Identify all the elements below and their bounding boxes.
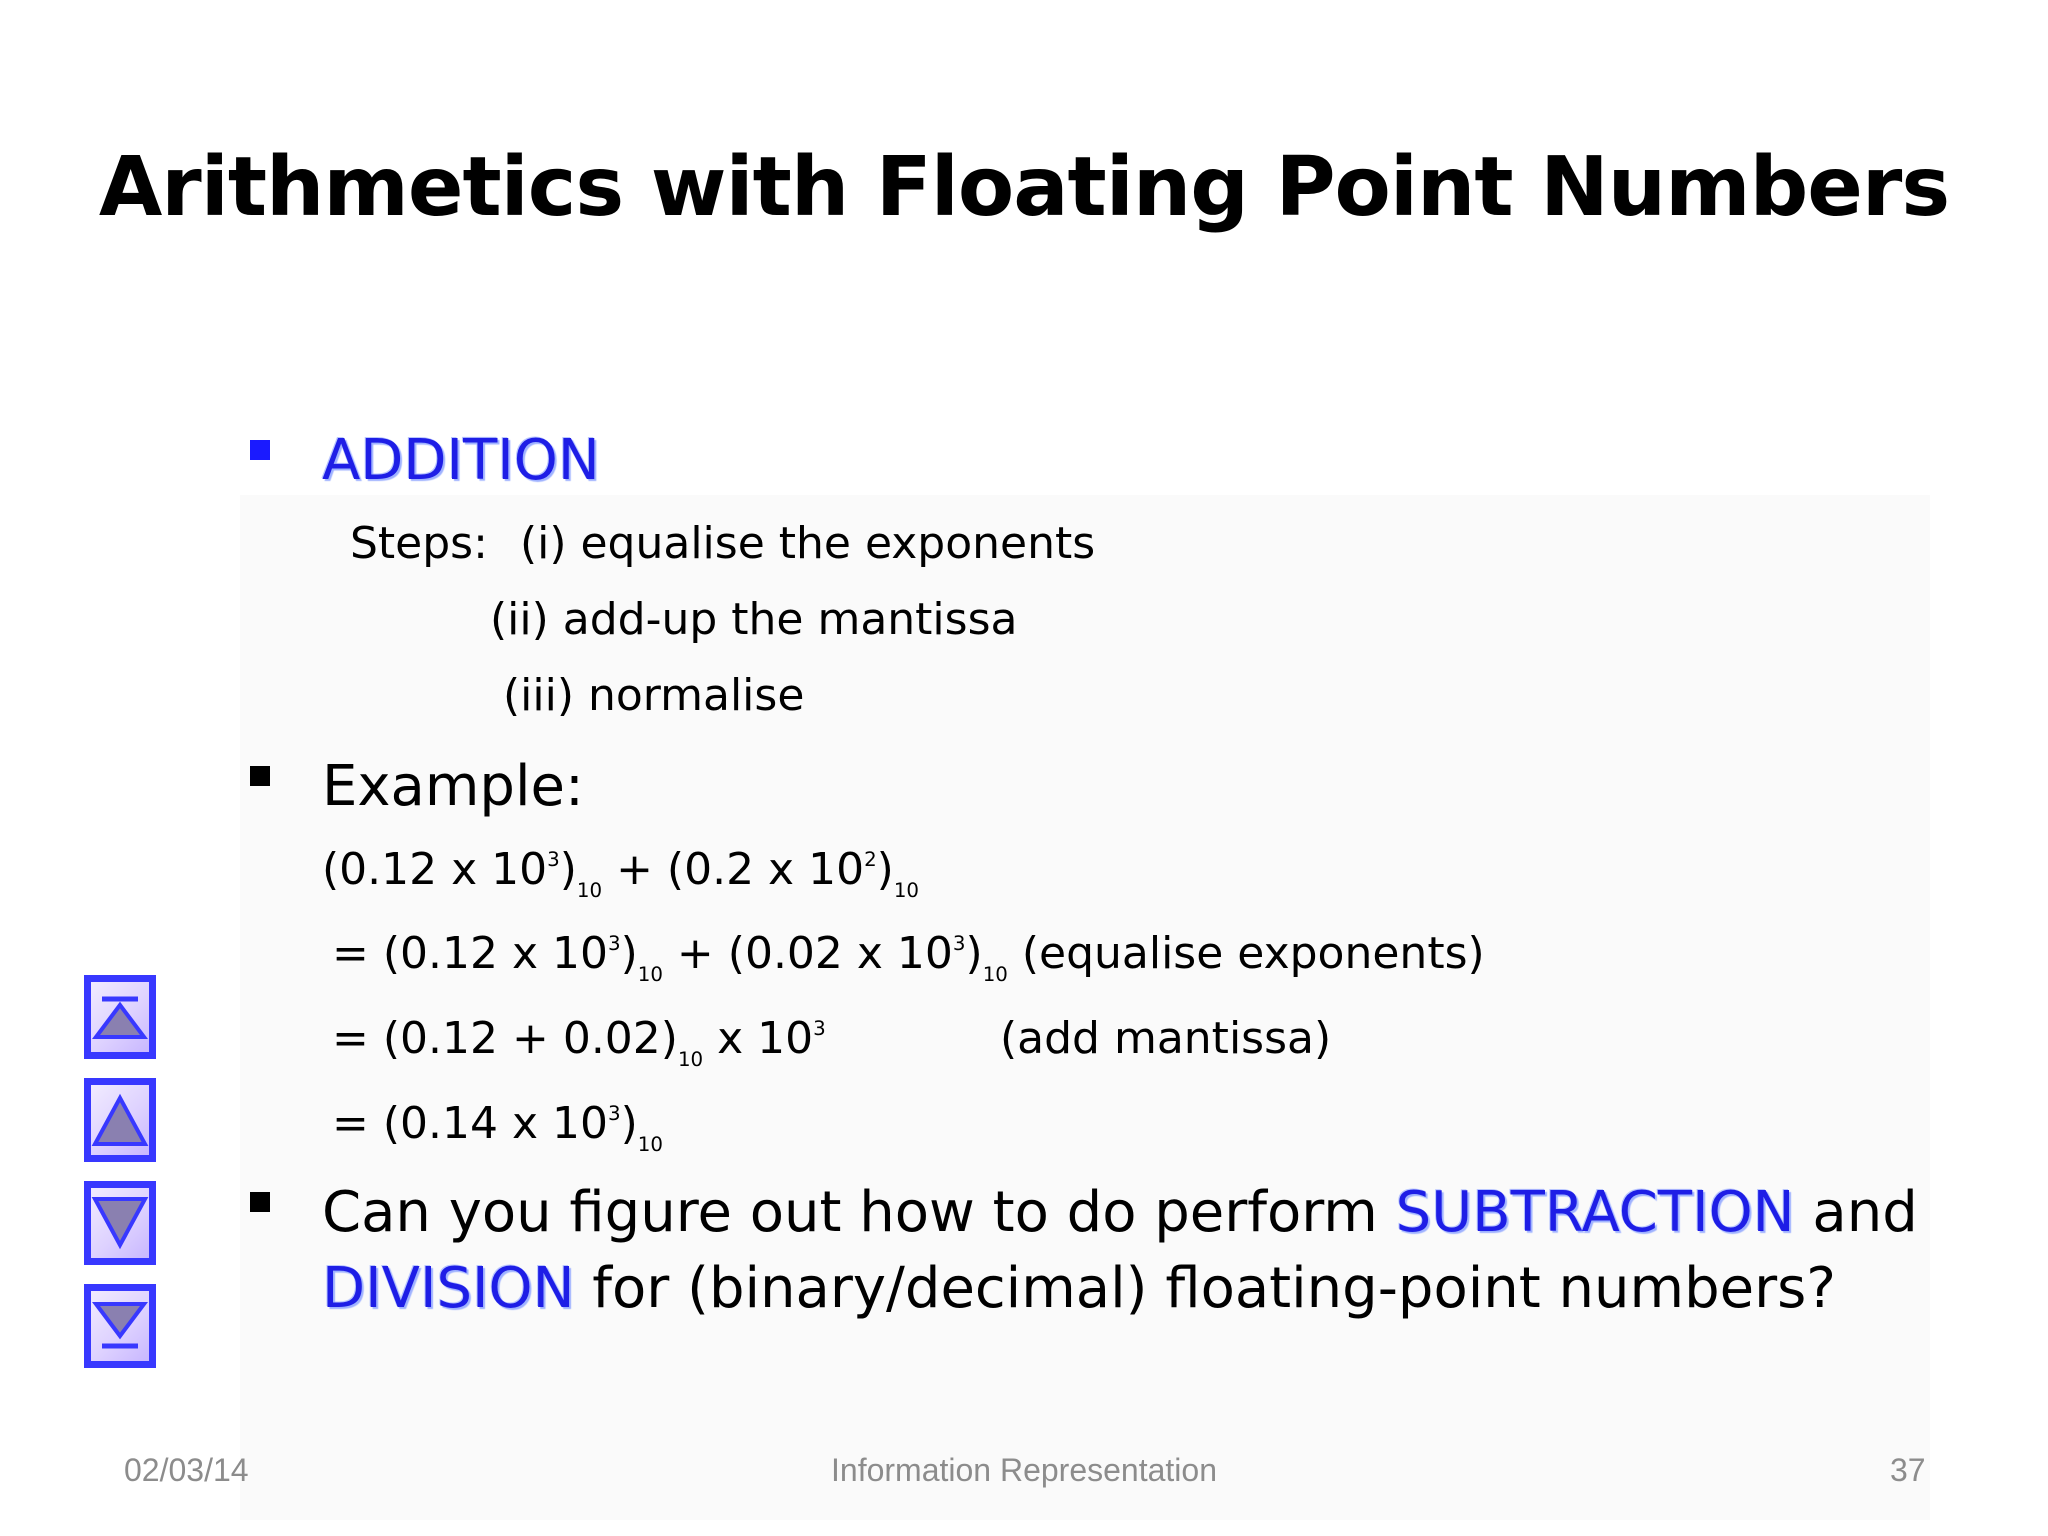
line1-a-close: ) — [559, 844, 577, 895]
next-slide-button[interactable] — [84, 1181, 156, 1265]
line3-sup: 3 — [813, 1016, 826, 1040]
line2-a-sub: 10 — [637, 962, 663, 986]
bullet-icon — [250, 440, 270, 460]
addition-heading: ADDITION — [322, 428, 600, 493]
line4-sup: 3 — [608, 1101, 621, 1125]
line3-note: (add mantissa) — [1000, 1013, 1332, 1064]
example-heading: Example: — [322, 754, 584, 819]
example-line-4 — [332, 1098, 663, 1156]
footer-title: Information Representation — [831, 1452, 1217, 1488]
line1-plus: + (0.2 x 10 — [602, 844, 865, 895]
line2-b-sub: 10 — [982, 962, 1008, 986]
last-slide-icon — [84, 1284, 156, 1368]
previous-slide-icon — [84, 1078, 156, 1162]
step-1: (i) equalise the exponents — [519, 518, 1096, 569]
line2-a-sup: 3 — [608, 931, 621, 955]
question-part-2: and — [1794, 1180, 1918, 1245]
steps-label-text: Steps: — [350, 518, 488, 569]
line1-b-sup: 2 — [864, 847, 877, 871]
line1-b-close: ) — [876, 844, 894, 895]
step-3: (iii) normalise — [503, 670, 805, 721]
step-2: (ii) add-up the mantissa — [490, 594, 1018, 645]
previous-slide-button[interactable] — [84, 1078, 156, 1162]
first-slide-button[interactable] — [84, 975, 156, 1059]
line1-a-sub: 10 — [576, 878, 603, 902]
example-line-2 — [332, 928, 1485, 986]
line2-note: (equalise exponents) — [1007, 928, 1485, 979]
steps-label — [350, 518, 1095, 569]
next-slide-icon — [84, 1181, 156, 1265]
line2-plus: + (0.02 x 10 — [662, 928, 953, 979]
bullet-icon — [250, 1192, 270, 1212]
example-line-3 — [332, 1013, 826, 1071]
question-part-3: for (binary/decimal) floating-point numbers? — [574, 1256, 1837, 1321]
line2-a-close: ) — [620, 928, 638, 979]
subtraction-keyword: SUBTRACTION — [1395, 1180, 1795, 1245]
last-slide-button[interactable] — [84, 1284, 156, 1368]
line4-sub: 10 — [637, 1132, 663, 1156]
line3-mid: x 10 — [703, 1013, 814, 1064]
footer-date: 02/03/14 — [124, 1452, 249, 1488]
question-line-2 — [322, 1256, 1836, 1321]
line1-b-sub: 10 — [893, 878, 919, 902]
division-keyword: DIVISION — [322, 1256, 575, 1321]
line4-close: ) — [620, 1098, 638, 1149]
content-background — [240, 495, 1930, 1520]
bullet-icon — [250, 766, 270, 786]
line2-b-close: ) — [965, 928, 983, 979]
slide-title: Arithmetics with Floating Point Numbers — [98, 140, 1950, 235]
example-line-1 — [322, 844, 919, 902]
line3-a-sub: 10 — [677, 1047, 704, 1071]
line4-a: = (0.14 x 10 — [332, 1098, 608, 1149]
line3-a: = (0.12 + 0.02) — [332, 1013, 678, 1064]
first-slide-icon — [84, 975, 156, 1059]
question-part-1: Can you figure out how to do perform — [322, 1180, 1396, 1245]
line1-a: (0.12 x 10 — [322, 844, 548, 895]
line1-a-sup: 3 — [547, 847, 560, 871]
question-line-1 — [322, 1180, 1918, 1245]
page-number: 37 — [1890, 1452, 1926, 1488]
line2-a: = (0.12 x 10 — [332, 928, 608, 979]
line2-b-sup: 3 — [952, 931, 966, 955]
